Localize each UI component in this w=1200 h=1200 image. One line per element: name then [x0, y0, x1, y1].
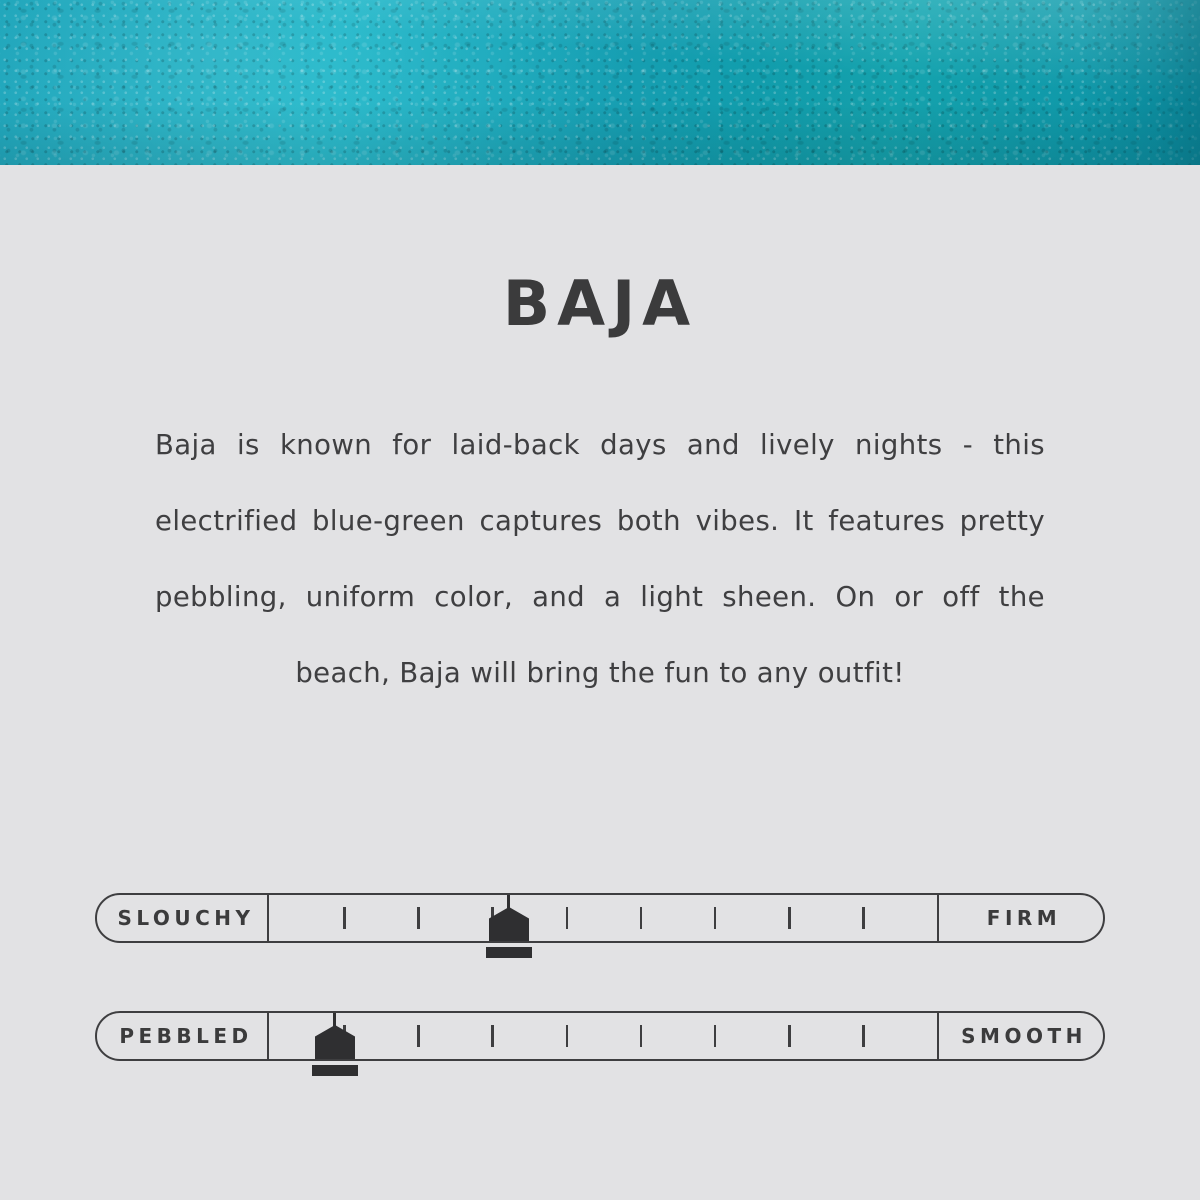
- scale-right-label: SMOOTH: [937, 1013, 1103, 1059]
- scale-left-label: SLOUCHY: [97, 895, 269, 941]
- scale-right-label: FIRM: [937, 895, 1103, 941]
- scale-ticks: [269, 1013, 937, 1059]
- swatch-sheen-overlay: [0, 0, 1200, 165]
- leather-swatch-banner: [0, 0, 1200, 165]
- scale-tick: [862, 907, 865, 929]
- marker-pin: [489, 907, 529, 941]
- scale-tick: [714, 1025, 717, 1047]
- scale-tick: [788, 1025, 791, 1047]
- scale-tick: [788, 907, 791, 929]
- scale-structure: [95, 893, 1105, 993]
- scale-tick: [491, 1025, 494, 1047]
- marker-stem: [333, 1013, 336, 1027]
- scale-tick: [343, 907, 346, 929]
- marker-base: [486, 947, 532, 958]
- marker-base: [312, 1065, 358, 1076]
- scale-tick: [417, 1025, 420, 1047]
- page-title: BAJA: [502, 267, 698, 340]
- marker-pin: [315, 1025, 355, 1059]
- scale-tick: [862, 1025, 865, 1047]
- swatch-edge-shadow: [1082, 0, 1200, 165]
- scale-ticks: [269, 895, 937, 941]
- scale-track[interactable]: [95, 893, 1105, 943]
- scale-tick: [417, 907, 420, 929]
- marker-stem: [507, 895, 510, 909]
- scale-marker-texture[interactable]: [312, 1025, 358, 1083]
- scale-texture: [95, 1011, 1105, 1111]
- scale-tick: [566, 907, 569, 929]
- description-text: Baja is known for laid-back days and lively nights - this electrified blue-green captures both vibes. It features pretty pebbling, uniform color, and a light sheen. On or off the beach, Baja will bring the fun to any outfit!: [155, 429, 1045, 689]
- scale-left-label: PEBBLED: [97, 1013, 269, 1059]
- scale-tick: [566, 1025, 569, 1047]
- scale-track[interactable]: [95, 1011, 1105, 1061]
- attribute-scales: [0, 893, 1200, 1111]
- scale-tick: [640, 907, 643, 929]
- scale-tick: [640, 1025, 643, 1047]
- scale-tick: [714, 907, 717, 929]
- scale-marker-structure[interactable]: [486, 907, 532, 965]
